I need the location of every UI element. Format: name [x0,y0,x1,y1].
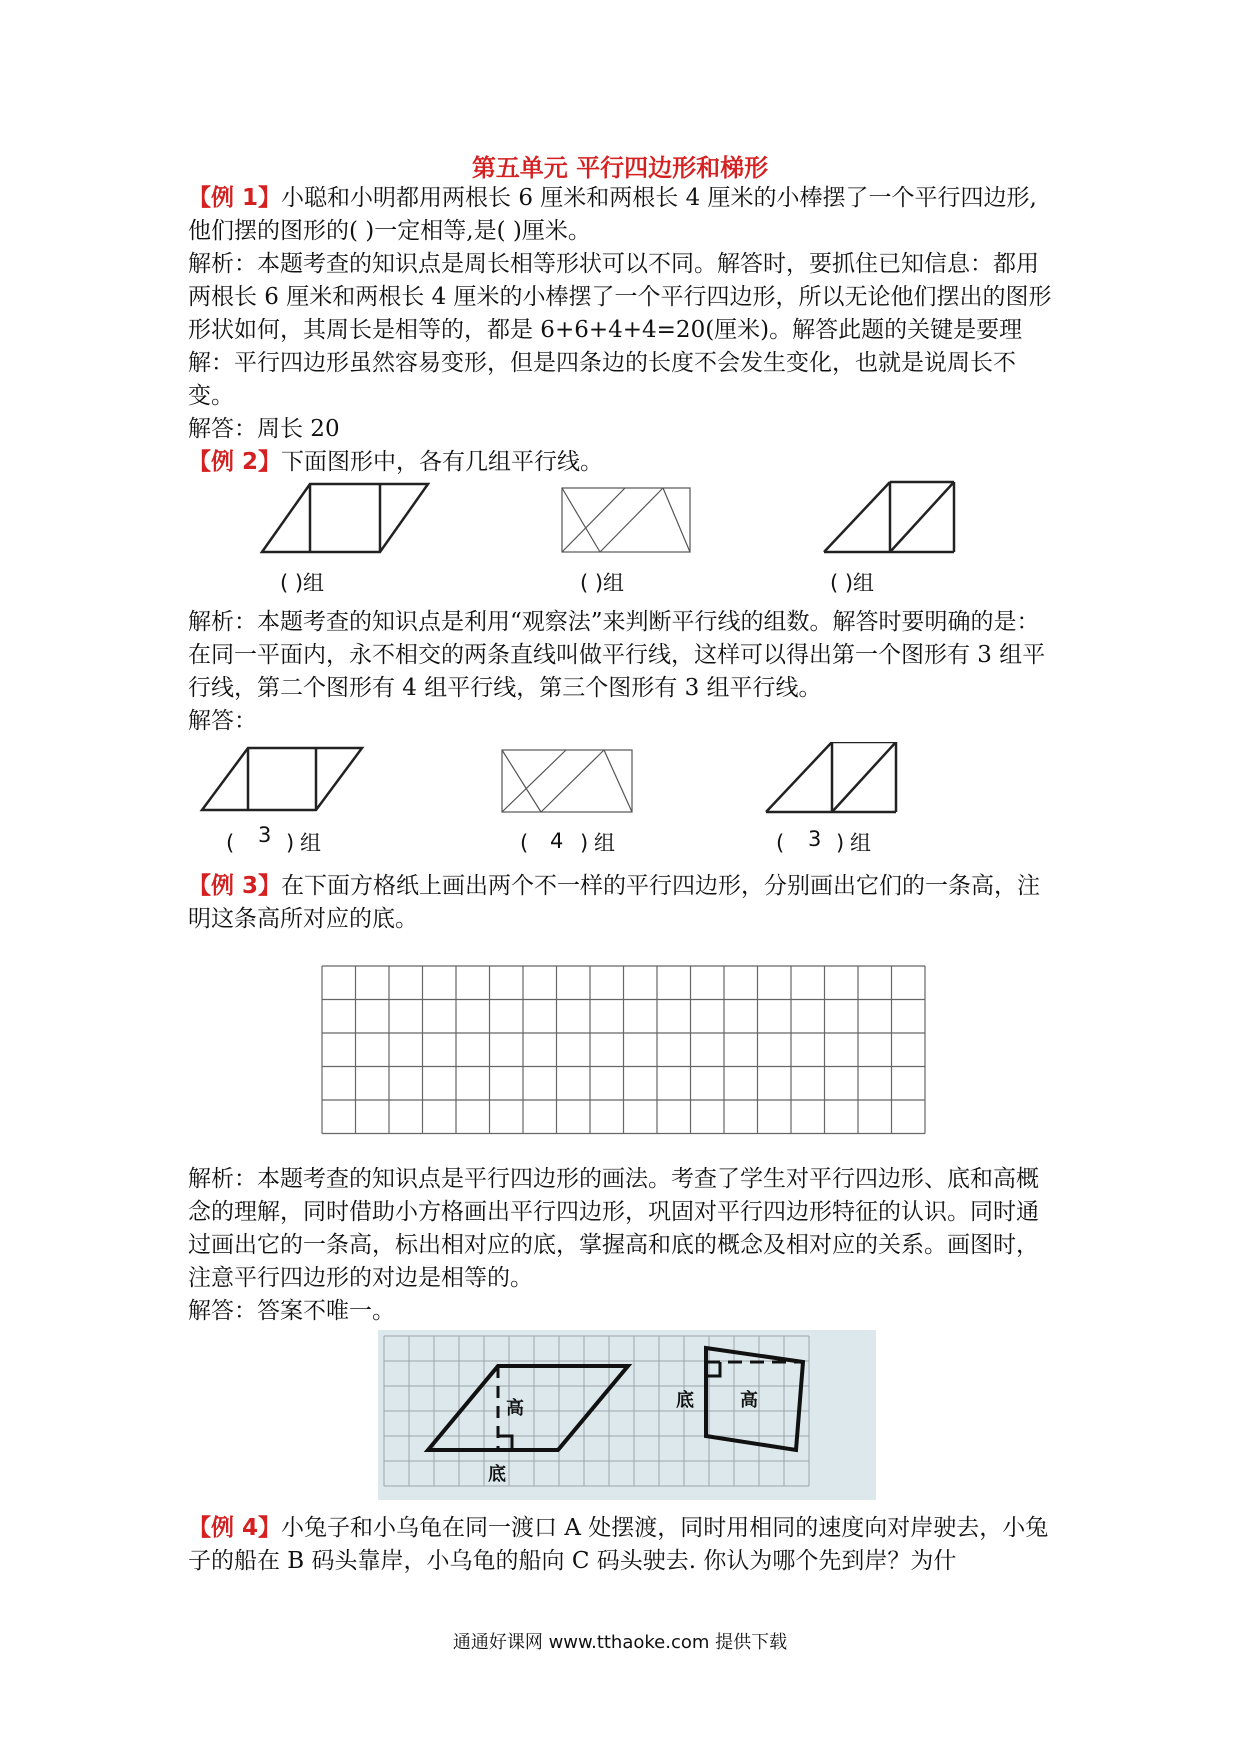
ex2-analysis: 解析：本题考查的知识点是利用“观察法”来判断平行线的组数。解答时要明确的是：在同一平面内，永不相交的两条直线叫做平行线，这样可以得出第一个图形有 3 组平行线，第二个图形有 4 组平行线，第三个图形有 3 组平行线。 [188,609,1046,701]
svg-text:): ) [836,831,845,855]
label-height-2: 高 [740,1390,758,1411]
svg-text:组: 组 [850,831,871,855]
ex4-tag: 【例 4】 [188,1515,282,1541]
ex2-question-figures [250,478,970,598]
ex2-blank-label-1: ( )组 [280,571,325,595]
ex1-tag: 【例 1】 [188,185,282,211]
svg-text:(: ( [776,831,785,855]
ex1-question: 【例 1】小聪和小明都用两根长 6 厘米和两根长 4 厘米的小棒摆了一个平行四边形,他们摆的图形的( )一定相等,是( )厘米。 [188,185,1037,244]
svg-text:): ) [580,831,589,855]
example-3 [188,870,1058,936]
ex2-blank-label-2: ( )组 [580,571,625,595]
svg-text:组: 组 [594,831,615,855]
svg-text:组: 组 [300,831,321,855]
ex3-grid-paper [320,962,930,1144]
ex1-answer: 解答：周长 20 [188,416,340,442]
label-height-1: 高 [506,1398,524,1419]
svg-text:): ) [286,831,295,855]
ex1-analysis: 解析：本题考查的知识点是周长相等形状可以不同。解答时，要抓住已知信息：都用两根长 6 厘米和两根长 4 厘米的小棒摆了一个平行四边形，所以无论他们摆出的图形形状如何，其周长是相等的，都是 6+6+4+4=20(厘米)。解答此题的关键是要理解：平行四边形虽然容易变形，但是四条边的长度不会发生变化，也就是说周长不变。 [188,251,1052,409]
example-2 [188,446,1058,479]
ex3-tag: 【例 3】 [188,873,282,899]
ex2-blank-label-3: ( )组 [830,571,875,595]
ex2-answer-label-3 [776,827,871,855]
answer-background [378,1330,876,1500]
ex2-answer-label: 解答： [188,708,257,734]
example-1 [188,182,1058,446]
ex3-answer: 解答：答案不唯一。 [188,1298,395,1324]
ex2-answer-label-2 [520,829,615,855]
label-base-1: 底 [488,1464,506,1485]
page-footer: 通通好课网 www.tthaoke.com 提供下载 [452,1632,788,1653]
ex2-explanation [188,606,1058,738]
example-4 [188,1512,1058,1578]
ex2-tag: 【例 2】 [188,449,282,475]
ex2-answer-value-2: 4 [550,829,564,853]
svg-text:(: ( [226,831,235,855]
ex3-question: 【例 3】在下面方格纸上画出两个不一样的平行四边形，分别画出它们的一条高，注明这条高所对应的底。 [188,873,1041,932]
label-base-2: 底 [676,1390,694,1411]
ex4-question: 【例 4】小兔子和小乌龟在同一渡口 A 处摆渡，同时用相同的速度向对岸驶去，小兔子的船在 B 码头靠岸，小乌龟的船向 C 码头驶去. 你认为哪个先到岸？为什 [188,1515,1049,1574]
svg-text:(: ( [520,831,529,855]
ex2-answer-figures [196,742,916,862]
ex2-answer-label-1 [226,823,321,855]
ex3-answer-figure [378,1330,876,1500]
ex3-analysis: 解析：本题考查的知识点是平行四边形的画法。考查了学生对平行四边形、底和高概念的理解，同时借助小方格画出平行四边形，巩固对平行四边形特征的认识。同时通过画出它的一条高，标出相对应的底，掌握高和底的概念及相对应的关系。画图时，注意平行四边形的对边是相等的。 [188,1166,1039,1291]
page-title: 第五单元 平行四边形和梯形 [471,154,769,182]
ex2-answer-value-3: 3 [808,827,822,851]
ex2-answer-value-1: 3 [258,823,272,847]
ex2-question: 【例 2】下面图形中，各有几组平行线。 [188,449,604,475]
ex3-explanation [188,1163,1058,1328]
